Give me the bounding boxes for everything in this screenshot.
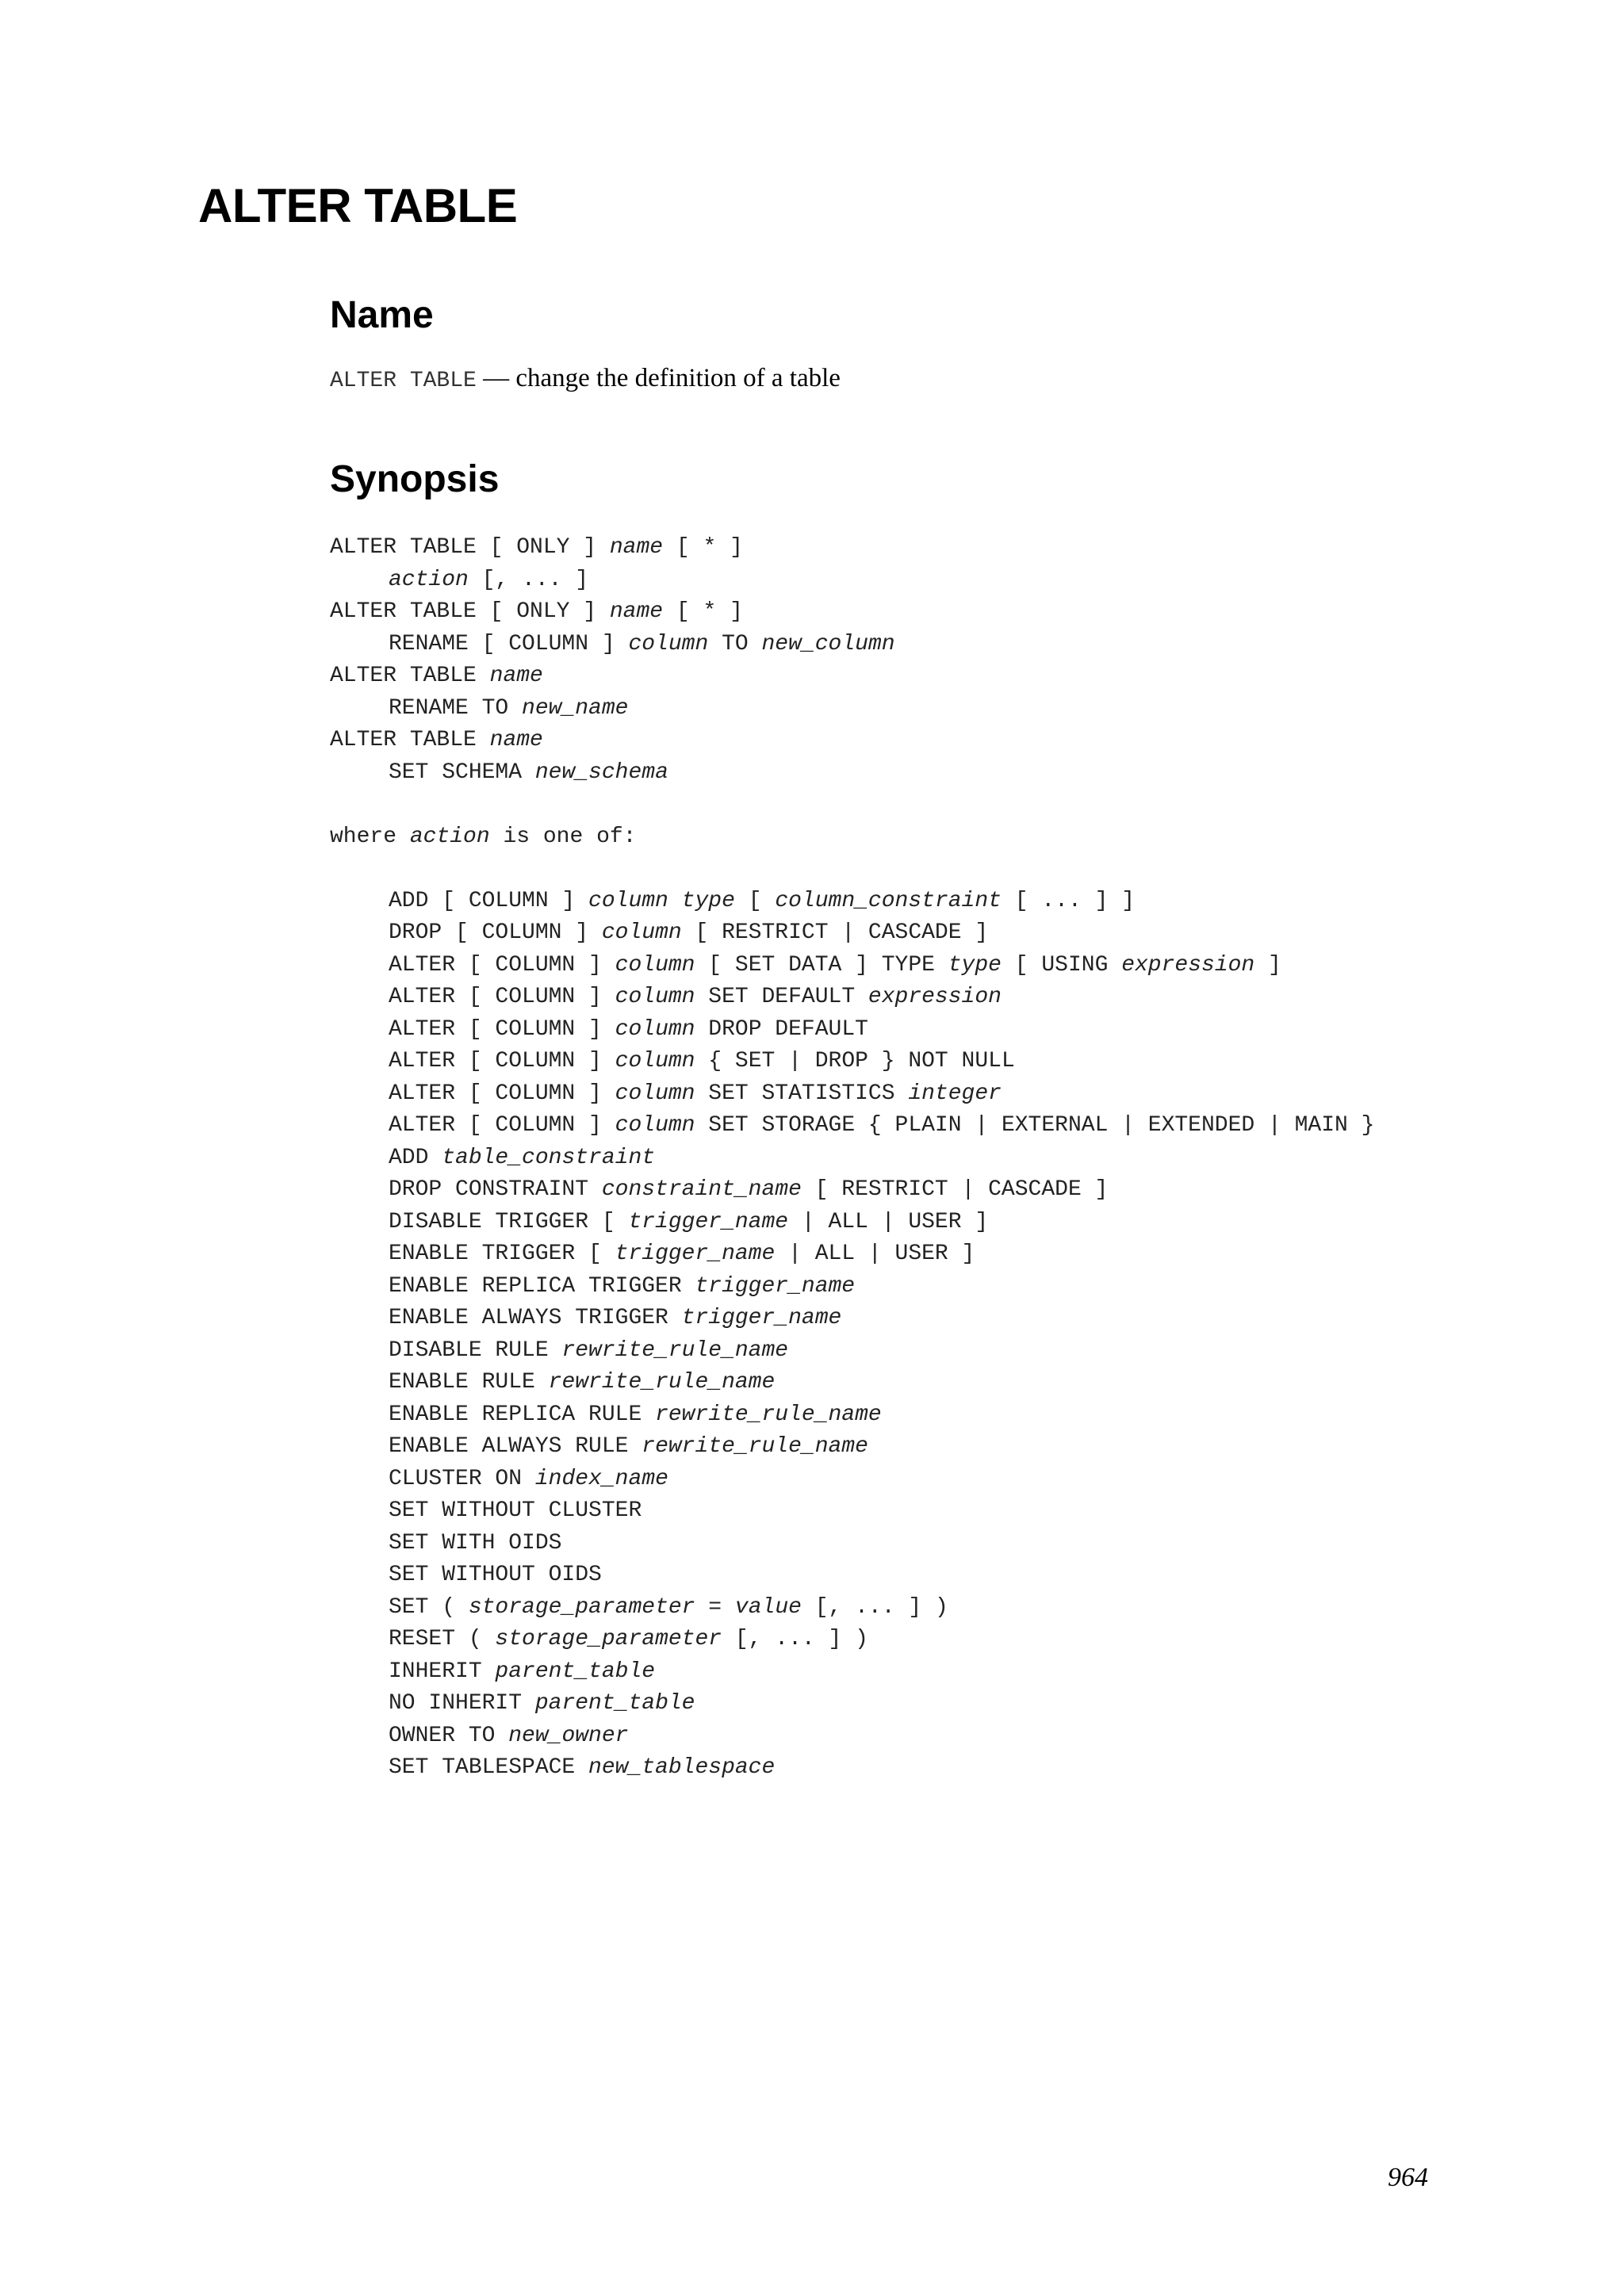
synopsis-line [330, 917, 1374, 950]
synopsis-heading: Synopsis [330, 458, 500, 500]
synopsis-line [330, 1367, 1374, 1399]
synopsis-placeholder: name [609, 599, 664, 624]
synopsis-line [330, 1431, 1374, 1464]
synopsis-line [330, 821, 1374, 854]
synopsis-keyword-text: DISABLE TRIGGER [ [389, 1209, 629, 1234]
synopsis-placeholder: column_constraint [775, 888, 1002, 913]
synopsis-placeholder: constraint_name [601, 1177, 802, 1202]
synopsis-placeholder: new_name [522, 695, 629, 721]
synopsis-keyword-text: SET WITH OIDS [389, 1530, 562, 1556]
synopsis-keyword-text: RENAME [ COLUMN ] [389, 631, 629, 656]
synopsis-keyword-text: INHERIT [389, 1659, 496, 1684]
synopsis-line [330, 1688, 1374, 1720]
synopsis-placeholder: new_schema [534, 760, 668, 785]
synopsis-line [330, 564, 1374, 597]
synopsis-keyword-text: { SET | DROP } NOT NULL [695, 1049, 1015, 1073]
synopsis-keyword-text: ALTER [ COLUMN ] [389, 1081, 615, 1106]
synopsis-line [330, 1528, 1374, 1560]
page-number: 964 [1388, 2163, 1428, 2192]
synopsis-placeholder: column [615, 985, 695, 1009]
synopsis-placeholder: rewrite_rule_name [548, 1370, 776, 1395]
synopsis-keyword-text: ALTER [ COLUMN ] [389, 1016, 615, 1042]
synopsis-line [330, 886, 1374, 918]
synopsis-keyword-text: SET WITHOUT OIDS [389, 1563, 602, 1587]
synopsis-line [330, 1303, 1374, 1335]
synopsis-code-block [330, 532, 1374, 1785]
synopsis-line [330, 1335, 1374, 1368]
synopsis-keyword-text: [, ... ] [468, 567, 589, 592]
synopsis-keyword-text: [, ... ] ) [801, 1594, 948, 1620]
synopsis-placeholder: rewrite_rule_name [655, 1402, 882, 1427]
synopsis-keyword-text: DROP DEFAULT [695, 1016, 868, 1042]
synopsis-placeholder: rewrite_rule_name [561, 1337, 789, 1363]
synopsis-keyword-text: [ SET DATA ] TYPE [695, 952, 948, 978]
synopsis-placeholder: name [489, 664, 543, 688]
name-description [330, 361, 841, 399]
synopsis-keyword-text: SET SCHEMA [389, 760, 535, 785]
synopsis-placeholder: index_name [534, 1466, 668, 1491]
synopsis-placeholder: name [489, 728, 543, 752]
synopsis-keyword-text: DISABLE RULE [389, 1337, 562, 1363]
synopsis-line [330, 1078, 1374, 1111]
synopsis-keyword-text: ALTER [ COLUMN ] [389, 952, 615, 978]
synopsis-keyword-text: DROP CONSTRAINT [389, 1177, 602, 1202]
synopsis-placeholder: column [628, 631, 709, 656]
synopsis-placeholder: trigger_name [615, 1242, 776, 1266]
synopsis-keyword-text: ALTER [ COLUMN ] [389, 1049, 615, 1073]
synopsis-placeholder: new_column [761, 631, 895, 656]
synopsis-keyword-text: NO INHERIT [389, 1691, 535, 1716]
synopsis-keyword-text: ALTER TABLE [ ONLY ] [330, 599, 610, 624]
synopsis-keyword-text: where [330, 824, 410, 849]
synopsis-placeholder: trigger_name [695, 1273, 856, 1299]
synopsis-line [330, 1271, 1374, 1303]
synopsis-line [330, 1142, 1374, 1175]
command-name: ALTER TABLE [330, 369, 477, 393]
synopsis-keyword-text: SET STATISTICS [695, 1081, 909, 1106]
synopsis-placeholder: storage_parameter [495, 1627, 722, 1651]
command-summary: — change the definition of a table [483, 364, 841, 392]
synopsis-keyword-text: SET DEFAULT [695, 985, 868, 1009]
synopsis-keyword-text: [ * ] [663, 535, 743, 560]
synopsis-line [330, 1014, 1374, 1047]
synopsis-keyword-text: [ RESTRICT | CASCADE ] [801, 1177, 1109, 1202]
synopsis-placeholder: column type [588, 888, 735, 913]
synopsis-line [330, 629, 1374, 661]
synopsis-blank-line [330, 853, 1374, 886]
name-heading: Name [330, 294, 434, 336]
synopsis-line [330, 950, 1374, 982]
synopsis-placeholder: action [409, 824, 490, 849]
synopsis-placeholder: column [615, 1049, 695, 1073]
synopsis-keyword-text: [ * ] [663, 599, 743, 624]
synopsis-keyword-text: TO [708, 631, 762, 656]
synopsis-placeholder: new_tablespace [588, 1755, 776, 1780]
synopsis-line [330, 1207, 1374, 1239]
synopsis-keyword-text: [ ... ] ] [1001, 888, 1135, 913]
synopsis-keyword-text: ENABLE REPLICA TRIGGER [389, 1273, 695, 1299]
synopsis-line [330, 693, 1374, 725]
synopsis-keyword-text: ALTER TABLE [330, 728, 490, 752]
synopsis-keyword-text: OWNER TO [389, 1723, 509, 1748]
synopsis-keyword-text: = [695, 1594, 735, 1620]
synopsis-keyword-text: ] [1254, 952, 1281, 978]
synopsis-placeholder: action [389, 567, 469, 592]
synopsis-placeholder: column [615, 1081, 695, 1106]
synopsis-placeholder: trigger_name [628, 1209, 789, 1234]
synopsis-placeholder: parent_table [534, 1691, 695, 1716]
synopsis-keyword-text: ENABLE RULE [389, 1370, 549, 1395]
synopsis-line [330, 757, 1374, 790]
synopsis-keyword-text: ENABLE REPLICA RULE [389, 1402, 656, 1427]
synopsis-keyword-text: is one of: [489, 824, 637, 849]
synopsis-keyword-text: ADD [ COLUMN ] [389, 888, 589, 913]
synopsis-keyword-text: | ALL | USER ] [788, 1209, 989, 1234]
synopsis-line [330, 596, 1374, 629]
synopsis-keyword-text: SET STORAGE { PLAIN | EXTERNAL | EXTENDED | MAIN } [695, 1113, 1375, 1138]
synopsis-keyword-text: ENABLE ALWAYS TRIGGER [389, 1306, 682, 1330]
synopsis-placeholder: table_constraint [442, 1145, 656, 1170]
synopsis-line [330, 1495, 1374, 1528]
synopsis-keyword-text: ALTER TABLE [330, 664, 490, 688]
synopsis-placeholder: rewrite_rule_name [642, 1434, 868, 1459]
synopsis-keyword-text: | ALL | USER ] [775, 1242, 975, 1266]
synopsis-keyword-text: RENAME TO [389, 695, 523, 721]
synopsis-keyword-text: ALTER TABLE [ ONLY ] [330, 535, 610, 560]
synopsis-line [330, 1399, 1374, 1432]
synopsis-placeholder: expression [868, 985, 1002, 1009]
synopsis-line [330, 1720, 1374, 1753]
synopsis-placeholder: trigger_name [681, 1306, 842, 1330]
synopsis-keyword-text: CLUSTER ON [389, 1466, 535, 1491]
synopsis-line [330, 660, 1374, 693]
synopsis-keyword-text: ALTER [ COLUMN ] [389, 985, 615, 1009]
synopsis-placeholder: integer [908, 1081, 1002, 1106]
synopsis-line [330, 1110, 1374, 1142]
synopsis-keyword-text: ADD [389, 1145, 442, 1170]
synopsis-keyword-text: [ RESTRICT | CASCADE ] [681, 920, 989, 945]
synopsis-placeholder: expression [1121, 952, 1255, 978]
synopsis-keyword-text: RESET ( [389, 1627, 496, 1651]
synopsis-keyword-text: [ [734, 888, 776, 913]
synopsis-line [330, 1559, 1374, 1592]
synopsis-placeholder: column [615, 1113, 695, 1138]
synopsis-line [330, 1046, 1374, 1078]
synopsis-line [330, 1624, 1374, 1656]
synopsis-keyword-text: ENABLE TRIGGER [ [389, 1242, 615, 1266]
synopsis-placeholder: storage_parameter [468, 1594, 695, 1620]
synopsis-line [330, 1752, 1374, 1785]
synopsis-line [330, 1592, 1374, 1624]
synopsis-placeholder: parent_table [495, 1659, 656, 1684]
synopsis-placeholder: column [615, 1016, 695, 1042]
synopsis-line [330, 532, 1374, 564]
synopsis-keyword-text: DROP [ COLUMN ] [389, 920, 602, 945]
synopsis-line [330, 725, 1374, 757]
synopsis-keyword-text: ALTER [ COLUMN ] [389, 1113, 615, 1138]
synopsis-line [330, 1656, 1374, 1689]
synopsis-blank-line [330, 789, 1374, 821]
synopsis-line [330, 982, 1374, 1014]
synopsis-line [330, 1464, 1374, 1496]
synopsis-line [330, 1238, 1374, 1271]
synopsis-placeholder: name [609, 535, 664, 560]
synopsis-keyword-text: SET ( [389, 1594, 469, 1620]
synopsis-placeholder: column [601, 920, 682, 945]
synopsis-keyword-text: [, ... ] ) [722, 1627, 868, 1651]
synopsis-line [330, 1174, 1374, 1207]
synopsis-keyword-text: SET TABLESPACE [389, 1755, 589, 1780]
synopsis-placeholder: value [734, 1594, 802, 1620]
synopsis-placeholder: new_owner [508, 1723, 629, 1748]
synopsis-keyword-text: SET WITHOUT CLUSTER [389, 1498, 642, 1523]
page-title: ALTER TABLE [198, 179, 518, 232]
synopsis-keyword-text: ENABLE ALWAYS RULE [389, 1434, 642, 1459]
synopsis-placeholder: type [948, 952, 1002, 978]
synopsis-keyword-text: [ USING [1001, 952, 1122, 978]
synopsis-placeholder: column [615, 952, 695, 978]
